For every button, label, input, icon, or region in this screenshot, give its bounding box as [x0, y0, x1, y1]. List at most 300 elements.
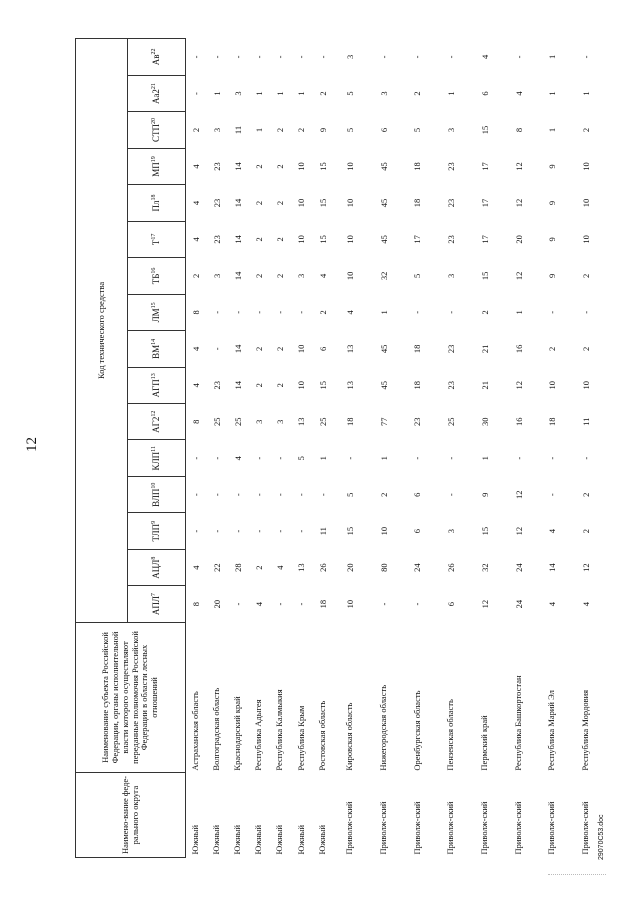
value-cell: -: [412, 55, 423, 59]
value-cell: -: [412, 456, 423, 460]
value-cell: -: [296, 55, 307, 59]
value-cell: -: [212, 347, 223, 351]
value-cell: 4: [191, 565, 202, 570]
rotated-table-wrapper: [75, 38, 603, 858]
subject-cell: Республика Марий Эл: [546, 690, 557, 771]
okrug-cell: Южный: [316, 824, 327, 855]
value-cell: 1: [513, 310, 524, 315]
table-row: [228, 39, 249, 858]
okrug-cell: Приволж-ский: [512, 801, 523, 855]
value-cell: -: [191, 55, 202, 59]
subject-cell: Волгоградская область: [211, 687, 222, 771]
value-cell: 1: [254, 127, 265, 133]
value-cell: 4: [581, 601, 592, 607]
value-cell: 2: [275, 164, 286, 169]
value-cell: 18: [547, 417, 558, 427]
value-cell: 17: [479, 198, 490, 208]
value-cell: 12: [513, 198, 524, 208]
value-cell: 9: [547, 273, 558, 279]
code-header-cell: [128, 440, 186, 476]
table-row: [186, 39, 207, 858]
value-cell: 18: [317, 599, 328, 609]
value-cell: 10: [581, 162, 592, 171]
value-cell: 9: [317, 127, 328, 133]
value-cell: 10: [581, 235, 592, 244]
value-cell: 5: [344, 127, 355, 133]
value-cell: -: [317, 55, 328, 59]
value-cell: 4: [547, 601, 558, 607]
subject-cell: Кировская область: [344, 702, 355, 771]
value-cell: 21: [479, 344, 490, 354]
value-cell: -: [296, 310, 307, 314]
value-cell: 3: [212, 127, 223, 133]
value-cell: 1: [378, 456, 389, 461]
value-cell: 15: [317, 198, 328, 208]
value-cell: 4: [344, 310, 355, 315]
value-cell: -: [513, 55, 524, 59]
value-cell: 2: [254, 273, 265, 279]
okrug-cell: Приволж-ский: [411, 801, 422, 855]
value-cell: 26: [446, 563, 457, 572]
value-cell: 4: [317, 273, 328, 279]
value-cell: 1: [378, 310, 389, 315]
value-cell: -: [446, 55, 457, 59]
value-cell: 2: [254, 164, 265, 169]
value-cell: 25: [446, 417, 457, 427]
value-cell: 10: [296, 235, 307, 244]
value-cell: 14: [233, 344, 244, 354]
code-footnote: 9: [151, 520, 158, 524]
value-cell: 12: [513, 381, 524, 390]
value-cell: 2: [275, 273, 286, 279]
code-name: Ав: [151, 54, 162, 66]
table-row: [569, 39, 603, 858]
value-cell: 13: [296, 417, 307, 427]
value-cell: 2: [581, 346, 592, 351]
subject-cell: Пензенская область: [445, 699, 456, 771]
subject-cell: Республика Крым: [295, 705, 306, 771]
value-cell: 18: [344, 417, 355, 427]
value-cell: 6: [479, 91, 490, 96]
okrug-cell: Приволж-ский: [580, 801, 591, 855]
code-footnote: 15: [151, 302, 158, 309]
subject-cell: Республика Калмыкия: [274, 689, 285, 771]
code-name: МП: [151, 162, 162, 177]
value-cell: 2: [254, 200, 265, 206]
code-footnote: 18: [151, 194, 158, 201]
code-name: СТП: [151, 124, 162, 143]
value-cell: -: [233, 55, 244, 59]
value-cell: 12: [513, 490, 524, 499]
value-cell: 2: [254, 383, 265, 388]
value-cell: 5: [412, 127, 423, 133]
value-cell: 11: [317, 527, 328, 536]
code-name: Пл: [151, 200, 162, 212]
value-cell: -: [212, 493, 223, 497]
value-cell: -: [212, 456, 223, 460]
value-cell: -: [412, 310, 423, 314]
code-name: ТБ: [151, 273, 162, 285]
value-cell: 23: [446, 198, 457, 208]
dotted-rule: [548, 872, 606, 875]
okrug-cell: Южный: [211, 824, 222, 855]
table-row: [333, 39, 367, 858]
value-cell: 2: [412, 91, 423, 96]
okrug-cell: Южный: [274, 824, 285, 855]
value-cell: 15: [317, 235, 328, 244]
value-cell: 23: [212, 381, 223, 390]
value-cell: 3: [446, 127, 457, 133]
okrug-cell: Южный: [232, 824, 243, 855]
code-header-cell: [128, 476, 186, 512]
value-cell: 1: [317, 456, 328, 461]
value-cell: 32: [378, 271, 389, 281]
value-cell: 4: [191, 237, 202, 242]
value-cell: -: [446, 310, 457, 314]
value-cell: 13: [344, 381, 355, 390]
subject-column-header: Наименование субъекта Российской Федерации, органы исполнительной власти которого осуществляют переданные полномочия Российской Федерации в области лесных отношений: [76, 622, 186, 772]
value-cell: 45: [378, 381, 389, 390]
value-cell: -: [191, 493, 202, 497]
value-cell: 9: [547, 164, 558, 169]
table-row: [502, 39, 536, 858]
table-row: [367, 39, 401, 858]
value-cell: 23: [446, 162, 457, 171]
value-cell: 2: [254, 237, 265, 242]
value-cell: 25: [212, 417, 223, 427]
value-cell: 10: [296, 344, 307, 354]
code-name: КЛП: [151, 451, 162, 471]
subject-cell: Республика Мордовия: [580, 689, 591, 771]
value-cell: 1: [446, 91, 457, 96]
value-cell: 4: [479, 54, 490, 60]
value-cell: 15: [344, 526, 355, 536]
okrug-cell: Приволж-ский: [445, 801, 456, 855]
value-cell: 3: [212, 273, 223, 279]
code-header-cell: [128, 404, 186, 440]
table-row: [468, 39, 502, 858]
value-cell: 1: [581, 91, 592, 96]
value-cell: 20: [344, 563, 355, 572]
value-cell: 2: [317, 91, 328, 96]
value-cell: -: [254, 456, 265, 460]
value-cell: 2: [378, 492, 389, 497]
value-cell: 10: [344, 162, 355, 171]
value-cell: 10: [296, 198, 307, 208]
okrug-cell: Приволж-ский: [377, 801, 388, 855]
value-cell: 12: [581, 563, 592, 572]
value-cell: 1: [547, 127, 558, 133]
value-cell: -: [254, 55, 265, 59]
value-cell: -: [581, 55, 592, 59]
value-cell: -: [212, 310, 223, 314]
value-cell: 2: [254, 565, 265, 570]
value-cell: 3: [446, 529, 457, 534]
value-cell: 77: [378, 417, 389, 427]
value-cell: 23: [212, 235, 223, 244]
subject-cell: Ростовская область: [316, 700, 327, 771]
value-cell: -: [233, 493, 244, 497]
value-cell: 6: [446, 601, 457, 607]
value-cell: 12: [513, 162, 524, 171]
value-cell: 15: [479, 125, 490, 135]
value-cell: 4: [191, 200, 202, 206]
code-header-cell: [128, 185, 186, 221]
value-cell: 5: [412, 273, 423, 279]
value-cell: 4: [275, 565, 286, 570]
code-footnote: 20: [151, 118, 158, 125]
value-cell: 1: [479, 456, 490, 461]
value-cell: 10: [296, 162, 307, 171]
value-cell: 45: [378, 344, 389, 354]
value-cell: -: [296, 602, 307, 606]
okrug-column-header: Наимено-вание феде-рального округа: [76, 773, 186, 858]
value-cell: 1: [212, 91, 223, 96]
value-cell: 28: [233, 563, 244, 572]
table-row: [312, 39, 333, 858]
value-cell: 3: [378, 91, 389, 96]
value-cell: -: [547, 310, 558, 314]
value-cell: 2: [581, 529, 592, 534]
value-cell: 10: [344, 198, 355, 208]
value-cell: 2: [317, 310, 328, 315]
value-cell: 14: [233, 381, 244, 390]
value-cell: 10: [344, 235, 355, 244]
value-cell: 32: [479, 563, 490, 572]
code-footnote: 19: [151, 156, 158, 163]
value-cell: 23: [212, 198, 223, 208]
value-cell: -: [275, 493, 286, 497]
value-cell: 14: [233, 271, 244, 281]
value-cell: -: [233, 529, 244, 533]
value-cell: -: [547, 493, 558, 497]
code-header-cell: [128, 513, 186, 549]
value-cell: 8: [513, 127, 524, 133]
value-cell: 80: [378, 563, 389, 572]
value-cell: 6: [317, 346, 328, 351]
value-cell: -: [212, 529, 223, 533]
value-cell: 15: [317, 162, 328, 171]
value-cell: -: [378, 55, 389, 59]
value-cell: 12: [513, 271, 524, 281]
value-cell: 10: [547, 381, 558, 390]
value-cell: 2: [275, 127, 286, 133]
value-cell: 4: [191, 346, 202, 351]
subject-cell: Нижегородская область: [377, 684, 388, 771]
code-name: ВЛП: [151, 488, 162, 507]
value-cell: 1: [275, 91, 286, 96]
value-cell: 1: [547, 91, 558, 96]
value-cell: 5: [344, 91, 355, 96]
subject-cell: Республика Башкортостан: [512, 675, 523, 771]
table-row: [270, 39, 291, 858]
value-cell: 2: [581, 492, 592, 497]
value-cell: 4: [191, 164, 202, 169]
subject-cell: Пермский край: [478, 715, 489, 771]
value-cell: 45: [378, 162, 389, 171]
okrug-cell: Южный: [295, 824, 306, 855]
value-cell: 26: [317, 563, 328, 572]
value-cell: -: [275, 55, 286, 59]
value-cell: 23: [412, 417, 423, 427]
value-cell: 2: [479, 310, 490, 315]
value-cell: 9: [547, 237, 558, 242]
code-footnote: 7: [151, 593, 158, 597]
value-cell: -: [317, 493, 328, 497]
value-cell: 14: [233, 235, 244, 244]
code-footnote: 14: [151, 338, 158, 345]
value-cell: 45: [378, 198, 389, 208]
value-cell: 1: [254, 91, 265, 96]
value-cell: 23: [212, 162, 223, 171]
value-cell: -: [254, 529, 265, 533]
value-cell: 2: [296, 127, 307, 133]
table-row: [249, 39, 270, 858]
code-name: ТЛП: [151, 523, 162, 542]
code-name: АЦЛ: [151, 559, 162, 579]
code-name: АГП: [151, 379, 162, 398]
value-cell: 12: [513, 526, 524, 536]
value-cell: 3: [233, 91, 244, 96]
document-id: 29070C53.doc: [598, 814, 605, 860]
value-cell: 8: [191, 310, 202, 315]
code-name: Т: [151, 239, 162, 246]
value-cell: 4: [547, 529, 558, 534]
value-cell: 10: [344, 271, 355, 281]
okrug-cell: Приволж-ский: [478, 801, 489, 855]
value-cell: 8: [191, 419, 202, 424]
value-cell: -: [275, 310, 286, 314]
code-header-cell: [128, 367, 186, 403]
value-cell: 2: [275, 383, 286, 388]
value-cell: 2: [191, 127, 202, 133]
table-body: [186, 39, 604, 858]
okrug-cell: Южный: [253, 824, 264, 855]
code-header-cell: [128, 586, 186, 622]
value-cell: 2: [581, 127, 592, 133]
value-cell: 20: [513, 235, 524, 244]
value-cell: 4: [254, 601, 265, 607]
value-cell: 3: [254, 419, 265, 424]
value-cell: 17: [479, 235, 490, 244]
value-cell: 1: [296, 91, 307, 96]
value-cell: 18: [412, 344, 423, 354]
value-cell: 6: [412, 529, 423, 534]
code-name: Аа2: [151, 89, 162, 104]
technical-equipment-table: [75, 38, 603, 858]
value-cell: 2: [191, 273, 202, 279]
value-cell: 15: [317, 381, 328, 390]
subject-cell: Республика Адыгея: [253, 699, 264, 771]
value-cell: 22: [212, 563, 223, 572]
value-cell: -: [233, 602, 244, 606]
value-cell: 9: [479, 492, 490, 497]
value-cell: 24: [412, 563, 423, 572]
value-cell: -: [254, 493, 265, 497]
value-cell: 2: [275, 346, 286, 351]
code-footnote: 12: [151, 410, 158, 417]
value-cell: 5: [296, 456, 307, 461]
value-cell: 2: [581, 273, 592, 279]
value-cell: -: [547, 456, 558, 460]
value-cell: 10: [296, 381, 307, 390]
value-cell: 3: [446, 273, 457, 279]
value-cell: 4: [513, 91, 524, 96]
value-cell: 15: [479, 526, 490, 536]
code-header-cell: [128, 331, 186, 367]
value-cell: 3: [275, 419, 286, 424]
value-cell: -: [412, 602, 423, 606]
value-cell: 18: [412, 381, 423, 390]
table-row: [535, 39, 569, 858]
value-cell: 45: [378, 235, 389, 244]
value-cell: -: [296, 529, 307, 533]
value-cell: 10: [581, 381, 592, 390]
value-cell: 17: [412, 235, 423, 244]
okrug-cell: Южный: [190, 824, 201, 855]
value-cell: 23: [446, 344, 457, 354]
code-group-header: Код технического средства: [76, 39, 128, 623]
value-cell: -: [296, 493, 307, 497]
value-cell: 4: [191, 383, 202, 388]
code-header-cell: [128, 148, 186, 184]
value-cell: 2: [547, 346, 558, 351]
value-cell: 6: [412, 492, 423, 497]
value-cell: 25: [233, 417, 244, 427]
value-cell: 23: [446, 381, 457, 390]
value-cell: 21: [479, 381, 490, 390]
value-cell: 15: [479, 271, 490, 281]
value-cell: -: [275, 602, 286, 606]
code-header-cell: [128, 258, 186, 294]
code-name: ЛМ: [151, 308, 162, 323]
table-row: [291, 39, 312, 858]
value-cell: 24: [513, 563, 524, 572]
code-header-cell: [128, 294, 186, 330]
code-header-cell: [128, 112, 186, 148]
value-cell: 2: [254, 346, 265, 351]
value-cell: 14: [233, 198, 244, 208]
subject-cell: Оренбургская область: [411, 690, 422, 771]
value-cell: 1: [547, 54, 558, 60]
value-cell: 17: [479, 162, 490, 171]
value-cell: 13: [344, 344, 355, 354]
value-cell: -: [212, 55, 223, 59]
value-cell: -: [344, 456, 355, 460]
code-footnote: 22: [151, 48, 158, 55]
value-cell: -: [378, 602, 389, 606]
value-cell: -: [191, 456, 202, 460]
value-cell: 14: [547, 563, 558, 572]
value-cell: 24: [513, 599, 524, 609]
code-name: АПЛ: [151, 596, 162, 616]
subject-cell: Астраханская область: [190, 691, 201, 771]
value-cell: 10: [378, 526, 389, 536]
table-row: [401, 39, 435, 858]
page-number: 12: [24, 437, 40, 452]
value-cell: 8: [191, 601, 202, 607]
code-footnote: 16: [151, 267, 158, 274]
code-footnote: 13: [151, 373, 158, 380]
value-cell: 18: [412, 198, 423, 208]
code-footnote: 10: [151, 482, 158, 489]
value-cell: 3: [344, 54, 355, 60]
value-cell: -: [275, 529, 286, 533]
code-header-cell: [128, 75, 186, 111]
value-cell: 10: [581, 198, 592, 208]
value-cell: 9: [547, 200, 558, 206]
value-cell: -: [191, 92, 202, 95]
